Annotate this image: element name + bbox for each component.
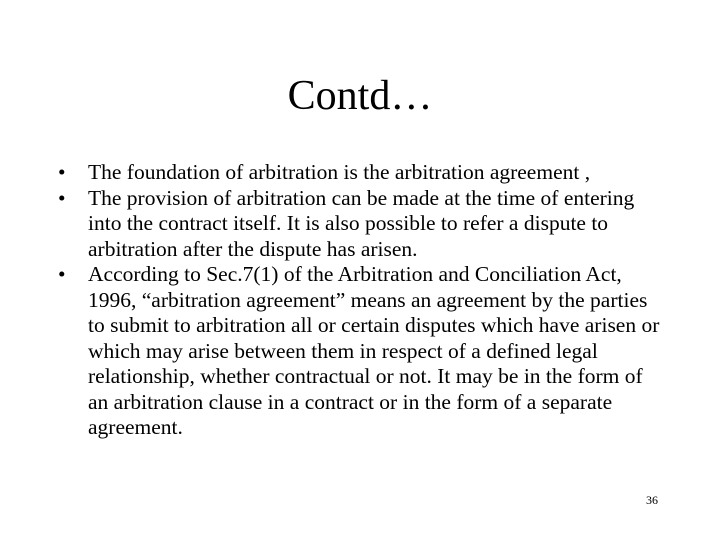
bullet-item [56, 186, 666, 263]
slide-title: Contd… [287, 73, 433, 119]
bullet-text: The provision of arbitration can be made at the time of entering into the contract itself. It is also possible to refer a dispute to arbitration after the dispute has arisen. [88, 185, 635, 261]
bullet-marker: • [58, 262, 66, 286]
bullet-text: According to Sec.7(1) of the Arbitration and Conciliation Act, 1996, “arbitration agreement” means an agreement by the parties to submit to arbitration all or certain disputes which have arisen or which may arise between them in respect of a defined legal relationship, whether contractual or not. It may be in the form of an arbitration clause in a contract or in the form of a separate agreement. [88, 262, 660, 439]
bullet-list [56, 160, 666, 441]
bullet-text: The foundation of arbitration is the arbitration agreement , [88, 160, 591, 184]
bullet-item [56, 160, 666, 186]
bullet-marker: • [58, 185, 66, 210]
bullet-item [56, 262, 666, 441]
bullet-marker: • [58, 160, 66, 184]
slide-number: 36 [646, 493, 658, 507]
